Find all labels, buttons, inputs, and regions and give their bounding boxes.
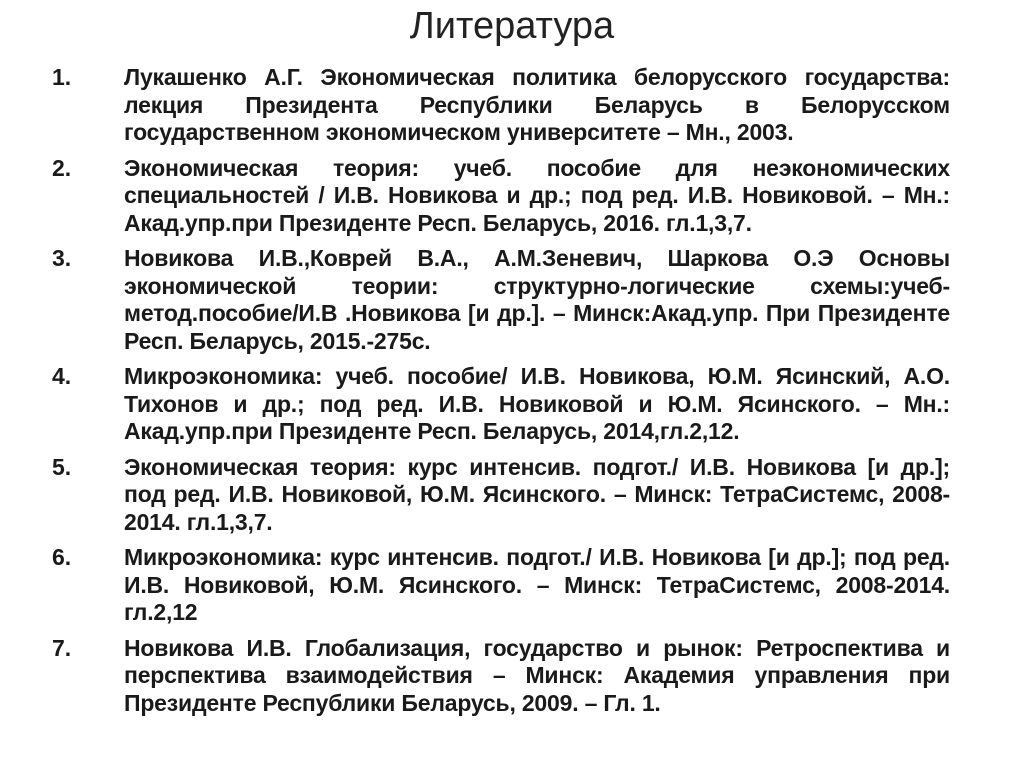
reference-number: 4. <box>52 363 72 389</box>
reference-text: Новикова И.В.,Коврей В.А., А.М.Зеневич, Шаркова О.Э Основы экономической теории: структурно-логические схемы:учеб-метод.пособие/И.В .Новикова [и др.]. – Минск:Акад.упр. При Президенте Респ. Беларусь, 2015.-275с. <box>124 245 950 354</box>
reference-text: Экономическая теория: курс интенсив. подгот./ И.В. Новикова [и др.]; под ред. И.В. Новиковой, Ю.М. Ясинского. – Минск: ТетраСистемс, 2008-2014. гл.1,3,7. <box>124 453 950 535</box>
reference-text: Микроэкономика: учеб. пособие/ И.В. Новикова, Ю.М. Ясинский, А.О. Тихонов и др.; под ред. И.В. Новиковой и Ю.М. Ясинского. – Мн.: Акад.упр.при Президенте Респ. Беларусь, 2014,гл.2,12. <box>124 363 950 444</box>
reference-number: 3. <box>52 245 72 271</box>
reference-item <box>52 635 950 718</box>
reference-text: Лукашенко А.Г. Экономическая политика белорусского государства: лекция Президента Республики Беларусь в Белорусском государственном экономическом университете – Мн., 2003. <box>124 64 950 145</box>
reference-text: Новикова И.В. Глобализация, государство и рынок: Ретроспектива и перспектива взаимодействия – Минск: Академия управления при Президенте Республики Беларусь, 2009. – Гл. 1. <box>124 634 950 716</box>
reference-list <box>52 64 950 725</box>
slide-title: Литература <box>409 5 615 47</box>
reference-item <box>52 544 950 627</box>
reference-text: Экономическая теория: учеб. пособие для неэкономических специальностей / И.В. Новикова и др.; под ред. И.В. Новиковой. – Мн.: Акад.упр.при Президенте Респ. Беларусь, 2016. гл.1,3,7. <box>124 154 950 236</box>
reference-number: 6. <box>52 544 72 570</box>
reference-number: 2. <box>52 154 72 181</box>
reference-number: 7. <box>52 634 72 661</box>
reference-item <box>52 454 950 537</box>
reference-number: 1. <box>52 64 72 90</box>
reference-number: 5. <box>52 453 72 480</box>
reference-text: Микроэкономика: курс интенсив. подгот./ И.В. Новикова [и др.]; под ред. И.В. Новиковой, Ю.М. Ясинского. – Минск: ТетраСистемс, 2008-2014. гл.2,12 <box>124 544 950 625</box>
reference-item <box>52 64 950 147</box>
reference-item <box>52 155 950 238</box>
reference-item <box>52 363 950 446</box>
reference-item <box>52 245 950 355</box>
